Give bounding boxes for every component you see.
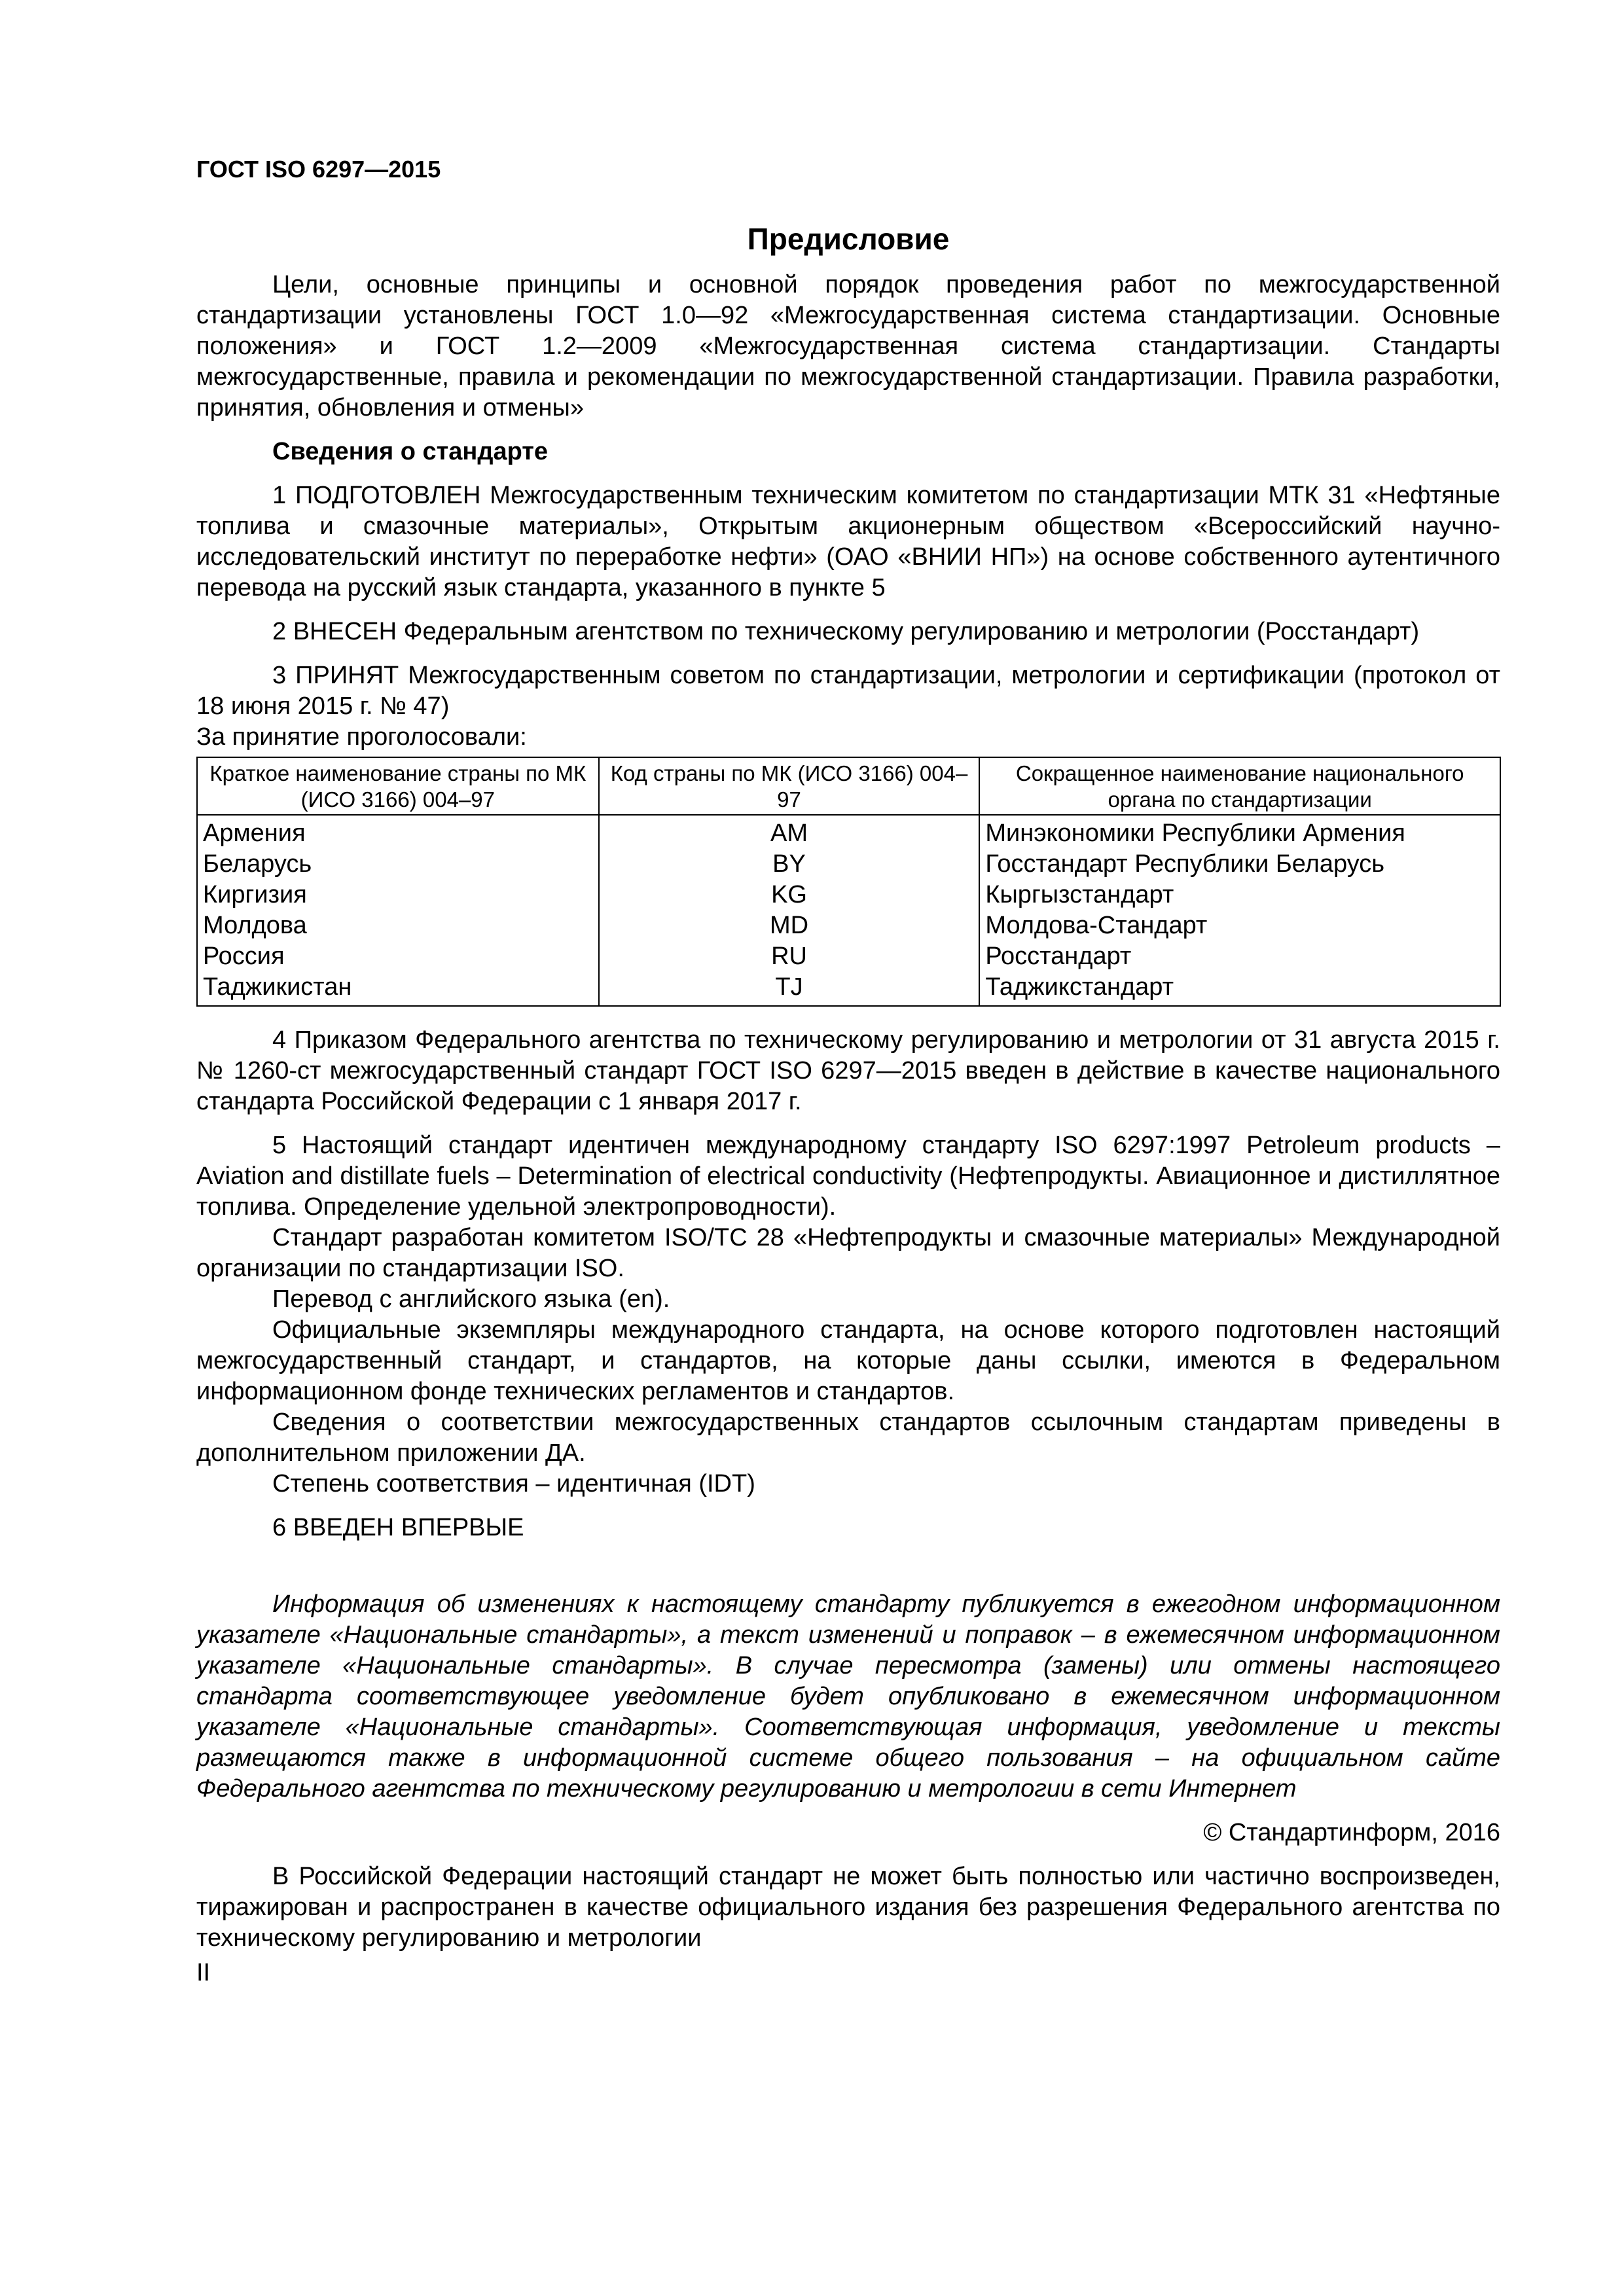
table-cell-country: Таджикистан (197, 972, 599, 1006)
item-5-paragraph: 5 Настоящий стандарт идентичен международному стандарту ISO 6297:1997 Petroleum products – Aviation and distillate fuels – Determination of electrical conductivity (Нефтепродукты. Авиационное и дистиллятное топлива. Определение удельной электропроводности). (196, 1132, 1500, 1221)
table-row (197, 972, 1500, 1006)
item-4-paragraph: 4 Приказом Федерального агентства по техническому регулированию и метрологии от 31 августа 2015 г. № 1260-ст межгосударственный стандарт ГОСТ ISO 6297—2015 введен в действие в качестве национального стандарта Российской Федерации с 1 января 2017 г. (196, 1026, 1500, 1115)
item-3-paragraph: 3 ПРИНЯТ Межгосударственным советом по стандартизации, метрологии и сертификации (протокол от 18 июня 2015 г. № 47) (196, 662, 1500, 720)
table-cell-body: Росстандарт (979, 941, 1500, 972)
table-cell-country: Россия (197, 941, 599, 972)
table-header-body: Сокращенное наименование национального органа по стандартизации (979, 757, 1500, 815)
table-cell-code: BY (599, 849, 980, 880)
table-row (197, 941, 1500, 972)
table-row (197, 815, 1500, 849)
rights-notice-paragraph: В Российской Федерации настоящий стандарт не может быть полностью или частично воспроизведен, тиражирован и распространен в качестве официального издания без разрешения Федерального агентства по техническому регулированию и метрологии (196, 1863, 1500, 1952)
item-5-translation-paragraph: Перевод с английского языка (en). (272, 1285, 670, 1313)
info-note-paragraph: Информация об изменениях к настоящему стандарту публикуется в ежегодном информационном указателе «Национальные стандарты», а текст изменений и поправок – в ежемесячном информационном указателе «Национальные стандарты». В случае пересмотра (замены) или отмены настоящего стандарта соответствующее уведомление будет опубликовано в ежемесячном информационном указателе «Национальные стандарты». Соответствующая информация, уведомление и тексты размещаются также в информационной системе общего пользования – на официальном сайте Федерального агентства по техническому регулированию и метрологии в сети Интернет (196, 1590, 1500, 1803)
table-row (197, 880, 1500, 910)
item-5-official-copies-paragraph: Официальные экземпляры международного стандарта, на основе которого подготовлен настоящий межгосударственный стандарт, и стандартов, на которые даны ссылки, имеются в Федеральном информационном фонде технических регламентов и стандартов. (196, 1316, 1500, 1405)
voting-table (196, 757, 1501, 1007)
intro-paragraph: Цели, основные принципы и основной порядок проведения работ по межгосударственной стандартизации установлены ГОСТ 1.0—92 «Межгосударственная система стандартизации. Основные положения» и ГОСТ 1.2—2009 «Межгосударственная система стандартизации. Стандарты межгосударственные, правила и рекомендации по межгосударственной стандартизации. Правила разработки, принятия, обновления и отмены» (196, 271, 1500, 422)
vertical-spacer (196, 1543, 1500, 1589)
table-cell-code: RU (599, 941, 980, 972)
page-number: II (196, 1959, 211, 1986)
table-cell-body: Минэкономики Республики Армения (979, 815, 1500, 849)
table-cell-body: Таджикстандарт (979, 972, 1500, 1006)
table-cell-country: Молдова (197, 910, 599, 941)
voted-label: За принятие проголосовали: (196, 723, 527, 751)
table-cell-code: MD (599, 910, 980, 941)
table-cell-body: Кыргызстандарт (979, 880, 1500, 910)
copyright-line: © Стандартинформ, 2016 (1203, 1819, 1500, 1846)
table-cell-code: AM (599, 815, 980, 849)
item-5-degree-paragraph: Степень соответствия – идентичная (IDT) (272, 1470, 755, 1498)
table-cell-country: Армения (197, 815, 599, 849)
page-title: Предисловие (747, 222, 950, 256)
section-heading: Сведения о стандарте (272, 438, 549, 465)
table-cell-code: KG (599, 880, 980, 910)
table-cell-code: TJ (599, 972, 980, 1006)
table-header-code: Код страны по МК (ИСО 3166) 004–97 (599, 757, 980, 815)
item-5-correspondence-paragraph: Сведения о соответствии межгосударственных стандартов ссылочным стандартам приведены в дополнительном приложении ДА. (196, 1408, 1500, 1467)
table-header-country: Краткое наименование страны по МК (ИСО 3166) 004–97 (197, 757, 599, 815)
item-5-committee-paragraph: Стандарт разработан комитетом ISO/TC 28 «Нефтепродукты и смазочные материалы» Международной организации по стандартизации ISO. (196, 1224, 1500, 1282)
table-cell-country: Беларусь (197, 849, 599, 880)
table-row (197, 849, 1500, 880)
table-cell-country: Киргизия (197, 880, 599, 910)
table-cell-body: Молдова-Стандарт (979, 910, 1500, 941)
page-content (196, 154, 1500, 1988)
item-2-paragraph: 2 ВНЕСЕН Федеральным агентством по техническому регулированию и метрологии (Росстандарт) (272, 618, 1420, 645)
table-header-row (197, 757, 1500, 815)
table-row (197, 910, 1500, 941)
table-cell-body: Госстандарт Республики Беларусь (979, 849, 1500, 880)
item-1-paragraph: 1 ПОДГОТОВЛЕН Межгосударственным техническим комитетом по стандартизации МТК 31 «Нефтяные топлива и смазочные материалы», Открытым акционерным обществом «Всероссийский научно-исследовательский институт по переработке нефти» (ОАО «ВНИИ НП») на основе собственного аутентичного перевода на русский язык стандарта, указанного в пункте 5 (196, 482, 1500, 601)
document-header: ГОСТ ISO 6297—2015 (196, 156, 441, 183)
item-6-paragraph: 6 ВВЕДЕН ВПЕРВЫЕ (272, 1514, 524, 1541)
